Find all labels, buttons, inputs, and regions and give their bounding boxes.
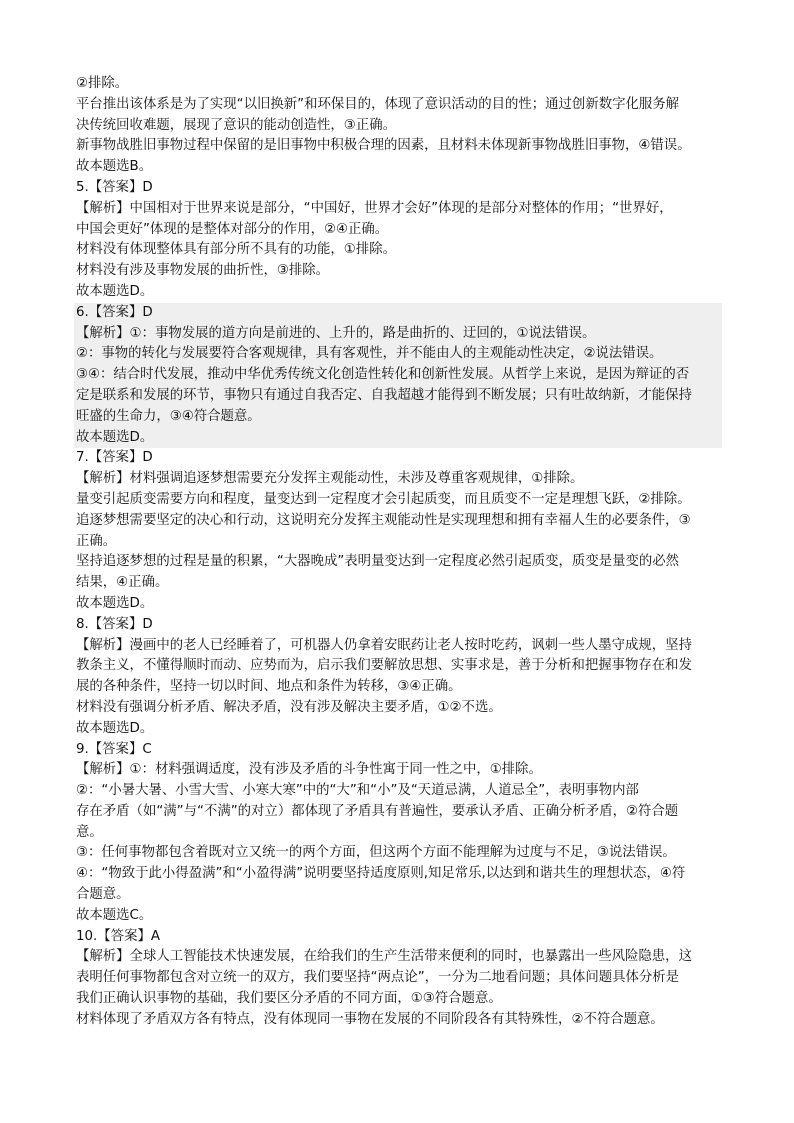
- text-line: 9.【答案】C: [76, 741, 152, 757]
- text-line: ②排除。: [76, 76, 129, 91]
- text-line: 正确。: [76, 533, 117, 549]
- text-line: 【解析】中国相对于世界来说是部分，“中国好，世界才会好”体现的是部分对整体的作用；“世界好，: [76, 200, 673, 216]
- text-line: 存在矛盾（如“满”与“不满”的对立）都体现了矛盾具有普遍性，要承认矛盾、正确分析矛盾，②符合题: [76, 803, 679, 819]
- text-line: 【解析】材料强调追逐梦想需要充分发挥主观能动性，未涉及尊重客观规律，①排除。: [76, 471, 584, 487]
- text-line: 展的各种条件，坚持一切以时间、地点和条件为转移，③④正确。: [76, 679, 462, 695]
- text-line: ③④：结合时代发展，推动中华优秀传统文化创造性转化和创新性发展。从哲学上来说，是因为辩证的否: [74, 365, 722, 386]
- text-line: 【解析】①：事物发展的道方向是前进的、上升的，路是曲折的、迂回的，①说法错误。: [74, 324, 722, 345]
- text-line: 中国会更好”体现的是整体对部分的作用，②④正确。: [76, 221, 389, 237]
- text-line: 表明任何事物都包含对立统一的双方，我们要坚持“两点论”，一分为二地看问题；具体问题具体分析是: [76, 970, 680, 986]
- text-line: 量变引起质变需要方向和程度，量变达到一定程度才会引起质变，而且质变不一定是理想飞跃，②排除。: [76, 491, 691, 507]
- text-line: ④：“物致于此小得盈满”和“小盈得满”说明要坚持适度原则,知足常乐,以达到和谐共生的理想状态，④符: [76, 866, 686, 882]
- text-line: ②：事物的转化与发展要符合客观规律，具有客观性，并不能由人的主观能动性决定，②说法错误。: [74, 344, 722, 365]
- text-line: 材料体现了矛盾双方各有特点，没有体现同一事物在发展的不同阶段各有其特殊性，②不符合题意。: [76, 1011, 664, 1027]
- text-line: 旺盛的生命力，③④符合题意。: [74, 407, 722, 428]
- text-line: 我们正确认识事物的基础，我们要区分矛盾的不同方面，①③符合题意。: [76, 991, 502, 1007]
- text-line: 故本题选D。: [76, 720, 154, 736]
- text-line: 坚持追逐梦想的过程是量的积累，“大器晚成”表明量变达到一定程度必然引起质变，质变是量变的必然: [76, 554, 680, 570]
- text-line: 平台推出该体系是为了实现“以旧换新”和环保目的，体现了意识活动的目的性；通过创新数字化服务解: [76, 96, 680, 112]
- text-line: 故本题选B。: [76, 159, 153, 175]
- text-line: 追逐梦想需要坚定的决心和行动，这说明充分发挥主观能动性是实现理想和拥有幸福人生的必要条件，③: [76, 512, 691, 528]
- text-line: 合题意。: [76, 887, 130, 903]
- text-line: 【解析】①：材料强调适度，没有涉及矛盾的斗争性寓于同一性之中，①排除。: [76, 762, 542, 778]
- text-line: 故本题选D。: [74, 428, 722, 449]
- answer-explanations: [76, 74, 720, 1031]
- text-line: 决传统回收难题，展现了意识的能动创造性，③正确。: [76, 117, 396, 133]
- text-line: 6.【答案】D: [74, 303, 722, 324]
- text-line: 意。: [76, 824, 103, 840]
- text-line: 10.【答案】A: [76, 928, 161, 944]
- text-line: 故本题选D。: [76, 595, 154, 611]
- text-line: 材料没有涉及事物发展的曲折性，③排除。: [76, 263, 330, 279]
- text-line: 故本题选D。: [76, 283, 154, 299]
- text-line: 故本题选C。: [76, 907, 153, 923]
- text-line: 8.【答案】D: [76, 616, 153, 632]
- text-line: 【解析】漫画中的老人已经睡着了，可机器人仍拿着安眠药让老人按时吃药，讽刺一些人墨守成规，坚持: [76, 637, 692, 653]
- text-line: 材料没有体现整体具有部分所不具有的功能，①排除。: [76, 242, 396, 258]
- text-line: 5.【答案】D: [76, 179, 153, 195]
- text-line: ③：任何事物都包含着既对立又统一的两个方面，但这两个方面不能理解为过度与不足，③说法错误。: [76, 845, 676, 861]
- text-line: 教条主义，不懂得顺时而动、应势而为，启示我们要解放思想、实事求是，善于分析和把握事物存在和发: [76, 658, 692, 674]
- text-line: 材料没有强调分析矛盾、解决矛盾，没有涉及解决主要矛盾，①②不选。: [76, 699, 502, 715]
- text-line: 定是联系和发展的环节，事物只有通过自我否定、自我超越才能得到不断发展；只有吐故纳新，才能保持: [74, 386, 722, 407]
- text-line: 【解析】全球人工智能技术快速发展，在给我们的生产生活带来便利的同时，也暴露出一些风险隐患，这: [76, 949, 692, 965]
- text-line: 新事物战胜旧事物过程中保留的是旧事物中积极合理的因素，且材料未体现新事物战胜旧事物，④错误。: [76, 138, 691, 154]
- text-line: 结果，④正确。: [76, 575, 169, 591]
- text-line: ②：“小暑大暑、小雪大雪、小寒大寒”中的“大”和“小”及“天道忌满，人道忌全”，表明事物内部: [76, 783, 639, 799]
- text-line: 7.【答案】D: [76, 450, 153, 466]
